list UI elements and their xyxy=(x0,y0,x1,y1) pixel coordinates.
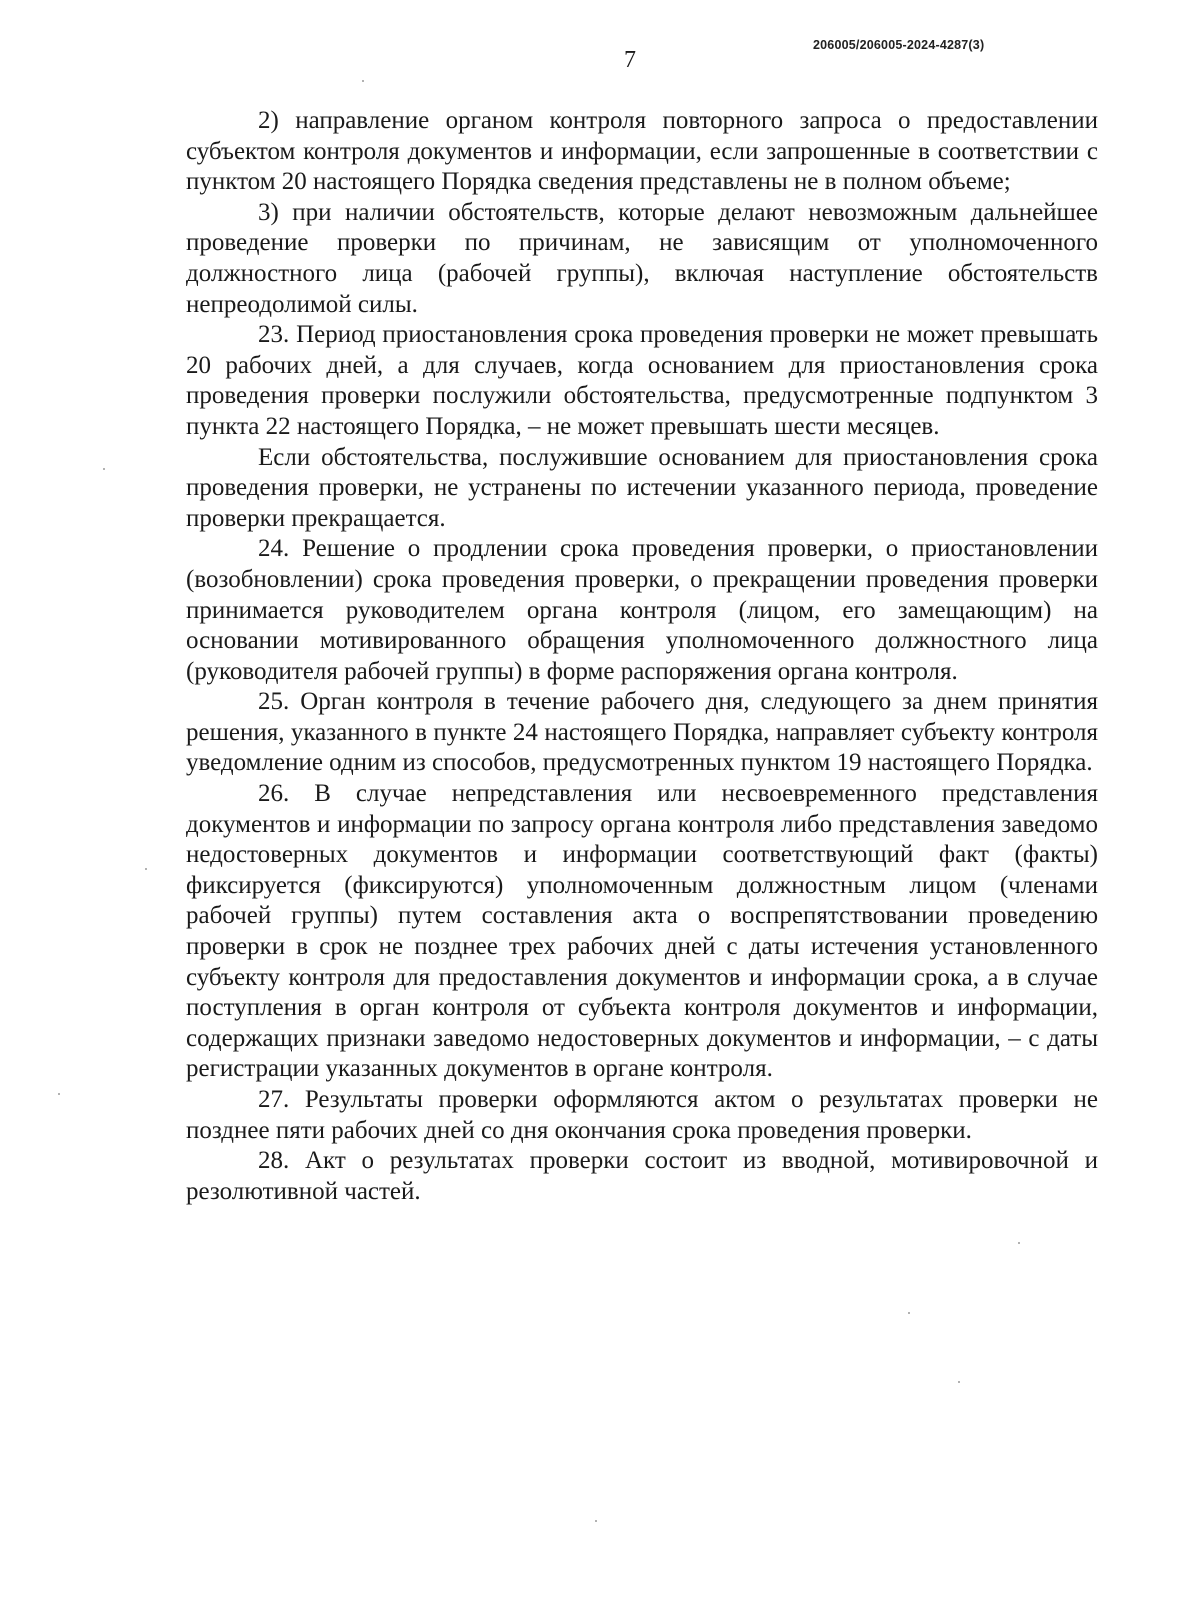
paragraph-item-3: 3) при наличии обстоятельств, которые делают невозможным дальнейшее проведение проверки по причинам, не зависящим от уполномоченного должностного лица (рабочей группы), включая наступление обстоятельств непреодолимой силы. xyxy=(186,198,1098,318)
paragraph-26: 26. В случае непредставления или несвоевременного представления документов и информации по запросу органа контроля либо представления заведомо недостоверных документов и информации соответствующий факт (факты) фиксируется (фиксируются) уполномоченным должностным лицом (членами рабочей группы) путем составления акта о воспрепятствовании проведению проверки в срок не позднее трех рабочих дней с даты истечения установленного субъекту контроля для предоставления документов и информации срока, а в случае поступления в орган контроля от субъекта контроля документов и информации, содержащих признаки заведомо недостоверных документов и информации, – с даты регистрации указанных документов в органе контроля. xyxy=(186,780,1098,1083)
scan-speck xyxy=(58,1093,60,1095)
paragraph-27: 27. Результаты проверки оформляются актом о результатах проверки не позднее пяти рабочих дней со дня окончания срока проведения проверки. xyxy=(186,1086,1098,1144)
paragraph-23: 23. Период приостановления срока проведения проверки не может превышать 20 рабочих дней, а для случаев, когда основанием для приостановления срока проведения проверки послужили обстоятельства, предусмотренные подпунктом 3 пункта 22 настоящего Порядка, – не может превышать шести месяцев. xyxy=(186,321,1098,440)
scan-speck xyxy=(958,1381,960,1383)
scan-speck xyxy=(103,468,105,470)
paragraph-24: 24. Решение о продлении срока проведения проверки, о приостановлении (возобновлении) срока проведения проверки, о прекращении проведения проверки принимается руководителем органа контроля (лицом, его замещающим) на основании мотивированного обращения уполномоченного должностного лица (руководителя рабочей группы) в форме распоряжения органа контроля. xyxy=(186,535,1098,685)
paragraph-25: 25. Орган контроля в течение рабочего дня, следующего за днем принятия решения, указанного в пункте 24 настоящего Порядка, направляет субъекту контроля уведомление одним из способов, предусмотренных пунктом 19 настоящего Порядка. xyxy=(186,688,1098,777)
scan-speck xyxy=(362,80,364,82)
scan-speck xyxy=(1018,1242,1020,1244)
document-reference: 206005/206005-2024-4287(3) xyxy=(813,38,985,52)
scan-speck xyxy=(145,868,147,870)
scan-speck xyxy=(908,1312,910,1314)
page-number: 7 xyxy=(624,47,636,73)
scan-speck xyxy=(595,1520,597,1522)
body-text xyxy=(186,106,1098,1207)
paragraph-item-2: 2) направление органом контроля повторного запроса о предоставлении субъектом контроля документов и информации, если запрошенные в соответствии с пунктом 20 настоящего Порядка сведения представлены не в полном объеме; xyxy=(186,107,1098,196)
paragraph-23-continuation: Если обстоятельства, послужившие основанием для приостановления срока проведения проверки, не устранены по истечении указанного периода, проведение проверки прекращается. xyxy=(186,443,1098,532)
paragraph-28: 28. Акт о результатах проверки состоит из вводной, мотивировочной и резолютивной частей. xyxy=(186,1147,1098,1205)
